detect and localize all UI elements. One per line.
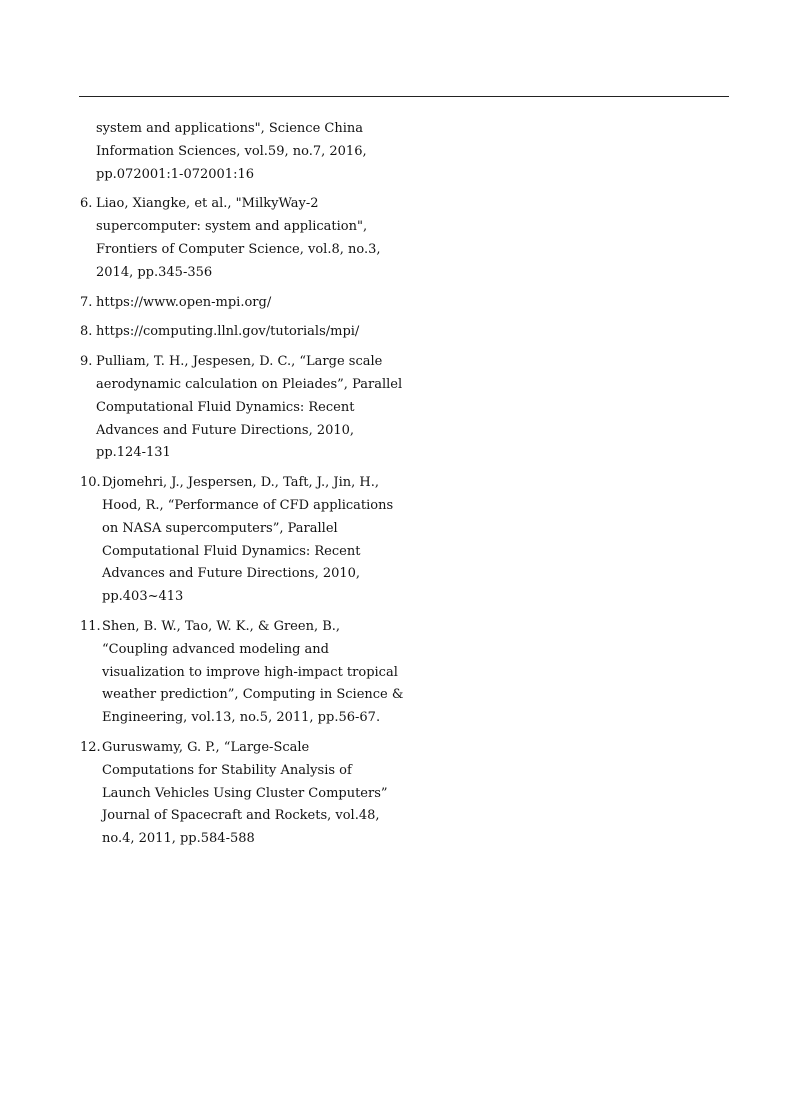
reference-number: 11. (80, 618, 101, 634)
reference-line: system and applications", Science China (96, 121, 363, 136)
reference-line: Liao, Xiangke, et al., "MilkyWay-2 (96, 196, 319, 212)
header-rule (79, 96, 729, 97)
reference-item (80, 737, 410, 851)
reference-number (80, 118, 96, 186)
reference-line: pp.124-131 (96, 445, 171, 461)
reference-text (102, 616, 410, 730)
reference-item (80, 193, 410, 284)
reference-line: pp.403~413 (102, 589, 184, 605)
reference-line: “Coupling advanced modeling and (102, 641, 329, 657)
reference-number: 7. (80, 294, 93, 310)
reference-line: aerodynamic calculation on Pleiades”, Parallel (96, 376, 403, 392)
reference-line: supercomputer: system and application", (96, 219, 368, 235)
reference-item (80, 616, 410, 730)
reference-line: Computations for Stability Analysis of (102, 762, 352, 778)
reference-line: Advances and Future Directions, 2010, (96, 422, 355, 438)
reference-line: weather prediction”, Computing in Science & (102, 687, 404, 703)
reference-line: Journal of Spacecraft and Rockets, vol.48, (102, 808, 380, 824)
reference-line: visualization to improve high-impact tropical (102, 664, 398, 680)
reference-line: Frontiers of Computer Science, vol.8, no.3, (96, 241, 381, 257)
reference-text (102, 737, 410, 851)
reference-line: Pulliam, T. H., Jespesen, D. C., “Large scale (96, 354, 383, 370)
reference-url[interactable]: https://www.open-mpi.org/ (96, 294, 272, 310)
reference-number: 9. (80, 354, 93, 370)
reference-text (96, 321, 410, 344)
reference-number: 12. (80, 739, 101, 755)
reference-number: 8. (80, 324, 93, 340)
reference-line: Advances and Future Directions, 2010, (102, 566, 361, 582)
reference-text (96, 351, 410, 465)
reference-line: Hood, R., “Performance of CFD applications (102, 497, 394, 513)
reference-line: Information Sciences, vol.59, no.7, 2016, (96, 143, 367, 159)
reference-line: Djomehri, J., Jespersen, D., Taft, J., Jin, H., (102, 475, 379, 491)
reference-line: 2014, pp.345-356 (96, 264, 213, 280)
reference-text (96, 292, 410, 315)
reference-line: on NASA supercomputers”, Parallel (102, 520, 338, 536)
reference-text (96, 118, 410, 186)
reference-line: Shen, B. W., Tao, W. K., & Green, B., (102, 618, 341, 634)
reference-item (80, 351, 410, 465)
reference-text (102, 472, 410, 609)
reference-line: Engineering, vol.13, no.5, 2011, pp.56-67. (102, 710, 381, 726)
reference-item (80, 292, 410, 315)
reference-number: 6. (80, 196, 93, 212)
reference-line: no.4, 2011, pp.584-588 (102, 831, 255, 847)
reference-line: Computational Fluid Dynamics: Recent (96, 399, 355, 415)
reference-item (80, 118, 410, 186)
reference-url[interactable]: https://computing.llnl.gov/tutorials/mpi/ (96, 324, 360, 340)
reference-line: Guruswamy, G. P., “Large-Scale (102, 739, 310, 755)
reference-line: Launch Vehicles Using Cluster Computers” (102, 785, 388, 801)
reference-line: pp.072001:1-072001:16 (96, 166, 254, 182)
reference-item (80, 321, 410, 344)
reference-item (80, 472, 410, 609)
reference-line: Computational Fluid Dynamics: Recent (102, 543, 361, 559)
reference-list (80, 118, 410, 858)
reference-number: 10. (80, 475, 101, 491)
reference-text (96, 193, 410, 284)
